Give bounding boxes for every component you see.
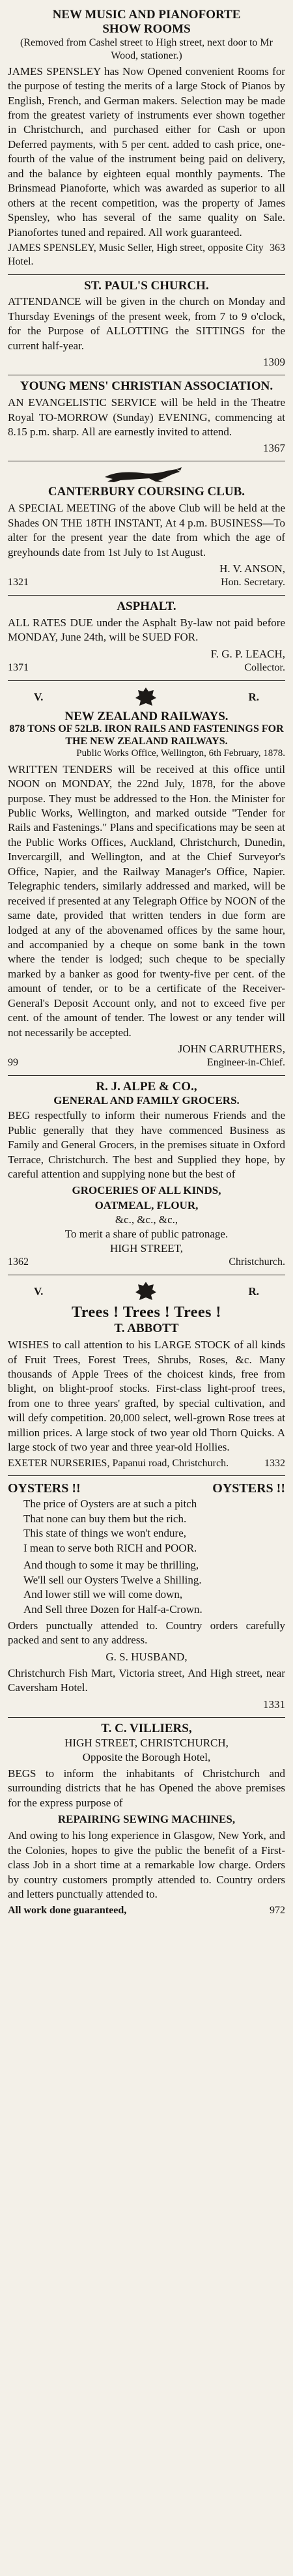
ad-signer: JAMES SPENSLEY, Music Seller, High street, opposite City Hotel. [8,242,264,267]
crest-letter-v: V. [34,1284,44,1297]
ad-note: (Removed from Cashel street to High street, next door to Mr Wood, stationer.) [20,36,273,61]
ad-title-row [8,1480,285,1497]
ad-oysters [8,1476,285,1717]
crest-row [8,685,285,710]
ad-subtitle-2: Opposite the Borough Hotel, [82,1750,211,1763]
ad-body: ALL RATES DUE under the Asphalt By-law not paid before MONDAY, June 24th, will be SUED FOR. [8,616,285,644]
ad-number: 1362 [8,1256,29,1267]
ad-title: NEW MUSIC AND PIANOFORTE [52,8,241,22]
ad-signature [8,1904,285,1918]
ad-piano-showrooms [8,4,285,275]
ad-ymca [8,375,285,461]
ad-goods-3: &c., &c., &c., [115,1213,178,1226]
ad-office: Public Works Office, Wellington, 6th February, 1878. [76,748,285,759]
verse-line: And Sell three Dozen for Half-a-Crown. [23,1602,202,1615]
ad-service: REPAIRING SEWING MACHINES, [57,1813,236,1826]
ad-title: ASPHALT. [117,599,176,613]
ad-number: 972 [270,1904,285,1916]
ad-address: EXETER NURSERIES, Papanui road, Christchurch. [8,1457,229,1469]
ad-body: WRITTEN TENDERS will be received at this office until NOON on MONDAY, the 22nd July, 1878, for the above purpose. They must be addressed to the Hon. the Minister for Public Works, Wellington, and marked outside "Tender for Rails and Fastenings." Plans and specifications may be seen at the Public Works Offices, Auckland, Christchurch, Dunedin, Invercargill, and Wellington, and at the Chief Surveyor's Office, Napier, and the Railway Manager's Office, Napier. Telegraphic tenders, similarly addressed and marked, will be received if presented at any Telegraph Office by NOON of the same date, provided that written tenders in due form are lodged at any of the abovenamed offices by the same hour, and accompanied by a cheque on some bank in the town where the tender is lodged; such cheque to be specially marked by a banker as good for twenty-five per cent. of the amount of tender, or to be a certificate of the Receiver-General's Deposit Account only, and not to exceed five per cent. of the amount of tender. The lowest or any tender will not necessarily be accepted. [8,762,285,1039]
crest-letter-r: R. [248,1284,259,1297]
ad-number: 1332 [264,1457,285,1469]
ad-address: HIGH STREET, [109,1241,184,1254]
ad-body: BEG respectfully to inform their numerous Friends and the Public generally that they have commenced Business as Family and General Grocers, in the premises situate in Oxford Terrace, Christchurch. The best and Supplied they hope, by careful attention and supplying none but the best of [8,1109,285,1181]
verse-line: And though to some it may be thrilling, [23,1559,199,1572]
ad-signature [8,1056,285,1070]
ad-number: 99 [8,1057,18,1069]
ad-body: AN EVANGELISTIC SERVICE will be held in the Theatre Royal TO-MORROW (Sunday) EVENING, commencing at 8.15 p.m. sharp. All are earnestly invited to attend. [8,396,285,438]
ad-coursing-club [8,461,285,595]
greyhound-icon [101,467,192,484]
royal-crest-icon [133,686,159,708]
ad-title: T. C. VILLIERS, [101,1721,192,1735]
ad-alpe-grocers [8,1076,285,1275]
ad-title: R. J. ALPE & CO., [96,1079,197,1093]
ad-address: Christchurch Fish Mart, Victoria street, And High street, near Caversham Hotel. [8,1666,285,1694]
verse-line: I mean to serve both RICH and POOR. [23,1541,197,1554]
ad-number: 1331 [263,1698,285,1711]
ad-body: WISHES to call attention to his LARGE STOCK of all kinds of Fruit Trees, Forest Trees, Shrubs, Roses, &c. Many thousands of Apple Trees of the choicest kinds, free from blight, on blight-proof stocks. First-class light-proof trees, from one to three years' grafted, by special cultivation, and will defy competition. 20,000 select, well-grown Rose trees at million prices. A large stock of two year old Thorn Quicks. A large stock of two year and three year-old Hollies. [8,1339,285,1454]
verse-line: This state of things we won't endure, [23,1527,186,1540]
ad-trees-abbott [8,1275,285,1477]
ad-body: Orders punctually attended to. Country orders carefully packed and sent to any address. [8,1619,285,1647]
ad-number: 1321 [8,577,29,588]
verse-block [8,1497,285,1617]
ad-st-pauls-church [8,275,285,376]
crest-letter-r: R. [248,690,259,703]
ad-body: JAMES SPENSLEY has Now Opened convenient Rooms for the purpose of testing the merits of a large Stock of Pianos by English, French, and German makers. Selection may be made from the greatest variety of instruments ever shown together in Christchurch, and purchased either for Cash or upon Deferred payments, with 5 per cent. added to cash price, one-fourth of the value of the instrument being paid on delivery, and the balance by eighteen equal monthly payments. The Brinsmead Pianoforte, which was awarded as superior to all others at the recent competition, was the property of James Spensley, who has several of the same quality on Sale. Pianofortes tuned and repaired. All work guaranteed. [8,65,285,239]
ad-name: T. ABBOTT [114,1322,179,1336]
ad-subtitle: GENERAL AND FAMILY GROCERS. [53,1093,240,1107]
ad-number: 1367 [263,442,285,455]
ad-city: Christchurch. [229,1256,285,1267]
royal-crest-icon [133,1281,159,1303]
ad-signer: G. S. HUSBAND, [105,1650,188,1663]
ad-role: Hon. Secretary. [221,577,285,588]
ad-subtitle: HIGH STREET, CHRISTCHURCH, [64,1736,229,1749]
ad-title-left: OYSTERS !! [8,1481,81,1496]
verse-line: That none can buy them but the rich. [23,1512,187,1525]
crest-letter-v: V. [34,690,44,703]
ad-title: YOUNG MENS' CHRISTIAN ASSOCIATION. [20,379,273,394]
ad-title: ST. PAUL'S CHURCH. [84,278,209,293]
ad-nz-railways [8,681,285,1076]
verse-line: The price of Oysters are at such a pitch [23,1498,197,1511]
ad-subtitle: SHOW ROOMS [102,22,191,36]
ad-signature [8,1457,285,1471]
ad-title: NEW ZEALAND RAILWAYS. [64,709,229,723]
ad-headline: 878 TONS OF 52LB. IRON RAILS AND FASTENINGS FOR THE NEW ZEALAND RAILWAYS. [9,723,284,747]
ad-signer: JOHN CARRUTHERS, [178,1043,285,1055]
ad-number: 1309 [263,356,285,369]
ad-goods-2: OATMEAL, FLOUR, [94,1198,199,1211]
ad-body: A SPECIAL MEETING of the above Club will be held at the Shades ON THE 18TH INSTANT, At 4 p.m. BUSINESS—To alter for the present year the date from which the age of greyhounds date from 1st July to 1st August. [8,502,285,558]
ad-signature [8,661,285,675]
ad-signature [8,576,285,590]
verse-line: And lower still we will come down, [23,1588,183,1601]
ad-body: BEGS to inform the inhabitants of Christchurch and surrounding districts that he has Opened the above premises for the express purpose of [8,1767,285,1809]
ad-title-right: OYSTERS !! [212,1481,285,1496]
ad-asphalt [8,596,285,681]
ad-body-2: And owing to his long experience in Glasgow, New York, and the Colonies, hopes to give the public the benefit of a First-class Job in a short time at a remarkable low charge. Orders by country customers promptly attended to. Country orders and letters punctually attended to. [8,1829,285,1901]
ad-signature [8,242,285,269]
ad-body: ATTENDANCE will be given in the church on Monday and Thursday Evenings of the present week, from 7 to 9 o'clock, for the Purpose of ALLOTTING the SITTINGS for the current half-year. [8,295,285,352]
ad-role: Collector. [244,661,285,673]
verse-line: We'll sell our Oysters Twelve a Shilling. [23,1573,202,1586]
ad-signer: H. V. ANSON, [219,562,285,575]
ad-number: 363 [270,242,285,253]
ad-number: 1371 [8,661,29,673]
ad-role: Engineer-in-Chief. [206,1057,285,1069]
ad-tail: To merit a share of public patronage. [64,1227,229,1240]
ad-title: CANTERBURY COURSING CLUB. [48,485,245,499]
ad-goods-1: GROCERIES OF ALL KINDS, [72,1184,221,1197]
ad-footer: All work done guaranteed, [8,1904,127,1916]
ad-signature [8,1256,285,1269]
ad-title: Trees ! Trees ! Trees ! [72,1303,221,1321]
crest-row [8,1279,285,1304]
ad-signer: F. G. P. LEACH, [210,647,285,660]
ad-villiers [8,1718,285,1922]
